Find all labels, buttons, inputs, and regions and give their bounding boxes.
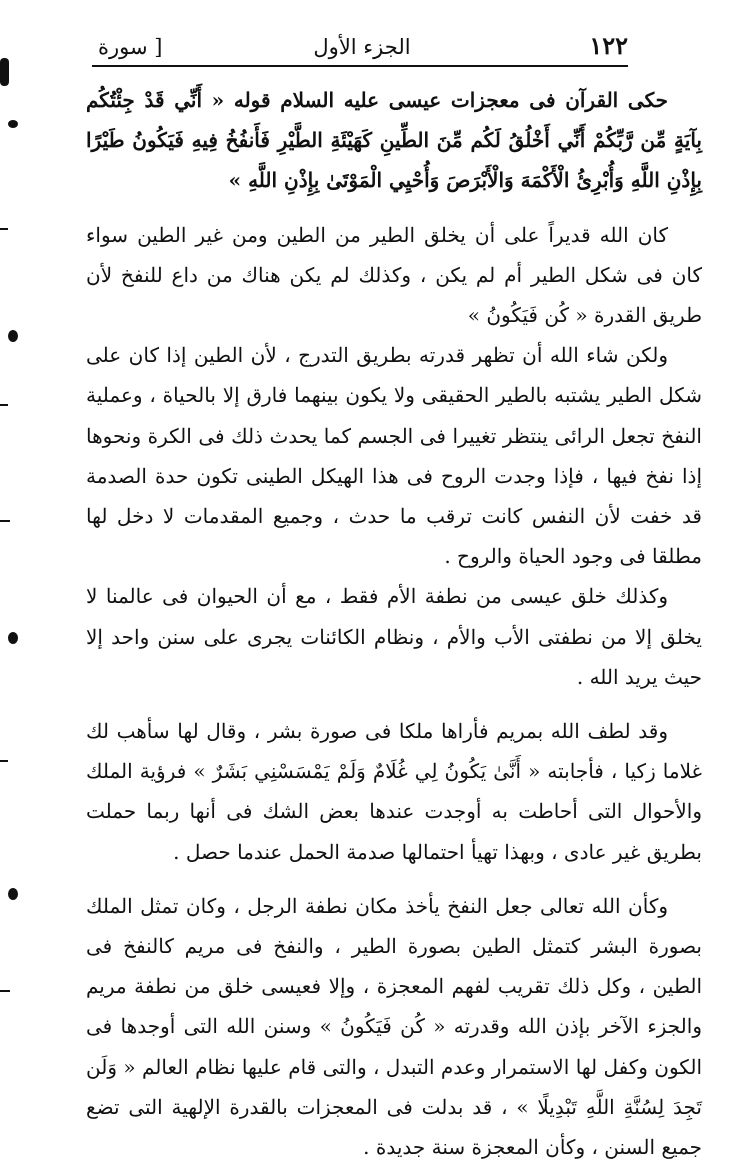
scan-speck	[0, 58, 9, 86]
paragraph-quran-quote: حكى القرآن فى معجزات عيسى عليه السلام قوله « أَنِّي قَدْ جِئْتُكُم بِآيَةٍ مِّن رَّبِّكُمْ أَنِّي أَخْلُقُ لَكُم مِّنَ الطِّينِ كَهَيْئَةِ الطَّيْرِ فَأَنفُخُ فِيهِ فَيَكُونُ طَيْرًا بِإِذْنِ اللَّهِ وَأُبْرِئُ الْأَكْمَهَ وَالْأَبْرَصَ وَأُحْيِي الْمَوْتَىٰ بِإِذْنِ اللَّهِ »	[86, 88, 702, 193]
scan-speck	[8, 120, 18, 128]
header-rule	[92, 65, 628, 67]
page-number: ١٢٢	[589, 31, 628, 60]
scan-speck	[0, 990, 10, 992]
scan-speck	[0, 228, 8, 230]
paragraph: كان الله قديراً على أن يخلق الطير من الطين ومن غير الطين سواء كان فى شكل الطير أم لم يكن ، وكذلك لم يكن هناك من داع للنفخ لأن طريق القدرة « كُن فَيَكُونُ »	[86, 222, 702, 328]
page-body	[86, 80, 702, 1167]
paragraph: ولكن شاء الله أن تظهر قدرته بطريق التدرج ، لأن الطين إذا كان على شكل الطير يشتبه بالطير الحقيقى ولا يكون بينهما فارق إلا بالحياة ، وعملية النفخ تجعل الرائى ينتظر تغييرا فى الجسم كما يحدث ذلك فى الكرة ونحوها إذا نفخ فيها ، فإذا وجدت الروح فى هذا الهيكل الطينى تكون حدة الصدمة قد خفت لأن النفس كانت ترقب ما حدث ، وجميع المقدمات لا دخل لها مطلقا فى وجود الحياة والروح .	[86, 343, 702, 569]
paragraph: وكذلك خلق عيسى من نطفة الأم فقط ، مع أن الحيوان فى عالمنا لا يخلق إلا من نطفتى الأب والأم ، ونظام الكائنات يجرى على سنن واحد إلا حيث يريد الله .	[86, 584, 702, 689]
scan-speck	[8, 330, 18, 342]
scan-speck	[0, 760, 8, 762]
page-header	[92, 30, 632, 66]
surah-label: [ سورة	[98, 35, 163, 59]
scan-speck	[0, 520, 10, 522]
paragraph: وكأن الله تعالى جعل النفخ يأخذ مكان نطفة الرجل ، وكان تمثل الملك بصورة البشر كتمثل الطين بصورة الطير ، والنفخ فى مريم كالنفخ فى الطين ، وكل ذلك تقريب لفهم المعجزة ، وإلا فعيسى خلق من نطفة مريم والجزء الآخر بإذن الله وقدرته « كُن فَيَكُونُ » وسنن الله التى أوجدها فى الكون وكفل لها الاستمرار وعدم التبدل ، والتى قام عليها نظام العالم « وَلَن تَجِدَ لِسُنَّةِ اللَّهِ تَبْدِيلًا » ، قد بدلت فى المعجزات بالقدرة الإلهية التى تضع جميع السنن ، وكأن المعجزة سنة جديدة .	[86, 893, 702, 1160]
scan-speck	[8, 888, 18, 900]
scan-speck	[8, 632, 18, 644]
part-title: الجزء الأول	[313, 35, 411, 59]
scan-speck	[0, 404, 8, 406]
paragraph: وقد لطف الله بمريم فأراها ملكا فى صورة بشر ، وقال لها سأهب لك غلاما زكيا ، فأجابته « أَنَّىٰ يَكُونُ لِي غُلَامٌ وَلَمْ يَمْسَسْنِي بَشَرٌ » فرؤية الملك والأحوال التى أحاطت به أوجدت عندها بعض الشك فى أنها ربما حملت بطريق غير عادى ، وبهذا تهيأ احتمالها صدمة الحمل عندما حصل .	[86, 719, 702, 864]
